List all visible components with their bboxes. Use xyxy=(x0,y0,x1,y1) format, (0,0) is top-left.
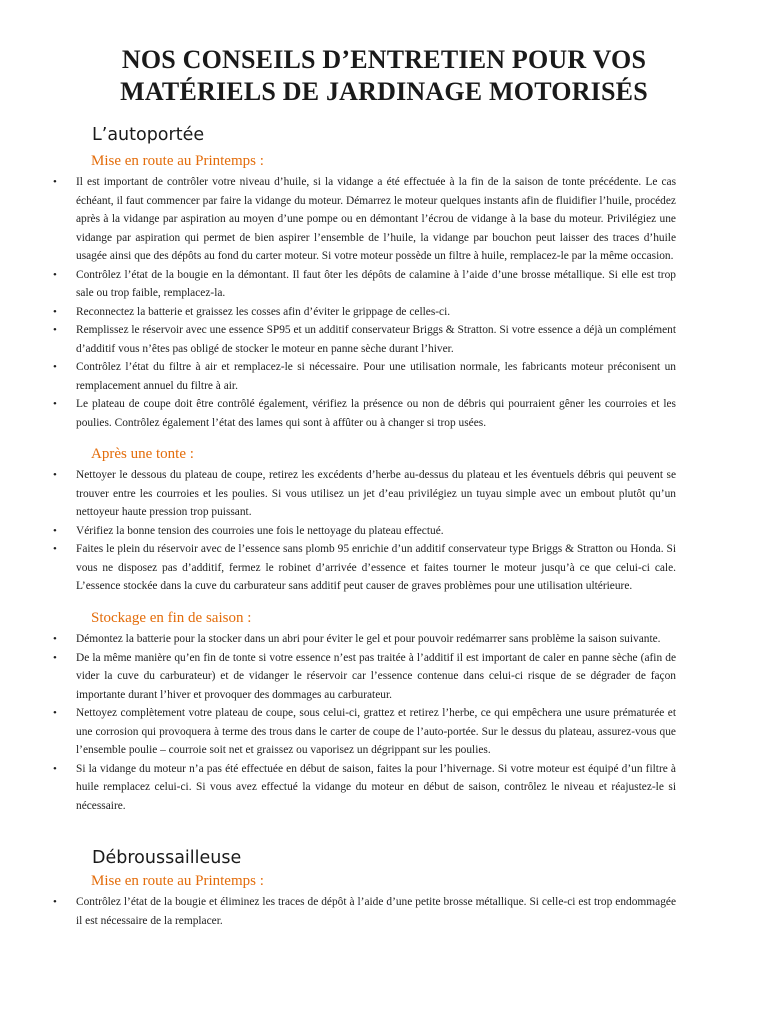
subheading-apres-tonte: Après une tonte : xyxy=(91,446,194,462)
list-stockage xyxy=(0,630,768,815)
list-item: • Contrôlez l’état du filtre à air et remplacez-le si nécessaire. Pour une utilisation normale, les fabricants moteur préconisent un remplacement annuel du filtre à air. xyxy=(0,358,768,395)
list-item: • Contrôlez l’état de la bougie en la démontant. Il faut ôter les dépôts de calamine à l’aide d’une brosse métallique. Si elle est trop sale ou trop faible, remplacez-la. xyxy=(0,266,768,303)
title-line-1: NOS CONSEILS D’ENTRETIEN POUR VOS xyxy=(121,45,647,74)
list-item: • Reconnectez la batterie et graissez les cosses afin d’éviter le grippage de celles-ci. xyxy=(0,303,768,322)
list-mise-en-route-2 xyxy=(0,893,768,930)
list-item: • De la même manière qu’en fin de tonte si votre essence n’est pas traitée à l’additif il est important de caler en panne sèche (afin de vider la cuve du carburateur) et de vidanger le réservoir car l’essence contenue dans celui-ci risque de se dégrader de façon importante durant l’hiver et provoquer des dommages au carburateur. xyxy=(0,649,768,705)
list-item: • Contrôlez l’état de la bougie et éliminez les traces de dépôt à l’aide d’une petite brosse métallique. Si celle-ci est trop endommagée il est nécessaire de la remplacer. xyxy=(0,893,768,930)
list-item: • Remplissez le réservoir avec une essence SP95 et un additif conservateur Briggs & Stratton. Si votre essence a déjà un complément d’additif vous n’êtes pas obligé de stocker le moteur en panne sèche durant l’hiver. xyxy=(0,321,768,358)
subheading-stockage: Stockage en fin de saison : xyxy=(91,610,252,626)
list-item: • Nettoyez complètement votre plateau de coupe, sous celui-ci, grattez et retirez l’herbe, ce qui empêchera une usure prématurée et une corrosion qui provoquera à terme des trous dans le carter de coupe de l’auto-portée. Sur le dessus du plateau, assurez-vous que l’ensemble poulie – courroie soit net et graissez ou vaporisez un dégrippant sur les poulies. xyxy=(0,704,768,760)
subheading-mise-en-route: Mise en route au Printemps : xyxy=(91,153,264,169)
list-item: • Si la vidange du moteur n’a pas été effectuée en début de saison, faites la pour l’hivernage. Si votre moteur est équipé d’un filtre à huile remplacez celui-ci. Si vous avez effectué la vidange du moteur en début de saison, contrôlez le niveau et réajustez-le si nécessaire. xyxy=(0,760,768,816)
list-item: • Le plateau de coupe doit être contrôlé également, vérifiez la présence ou non de débris qui pourraient gêner les courroies et les poulies. Contrôlez également l’état des lames qui sont à affûter ou à changer si trop usées. xyxy=(0,395,768,432)
list-mise-en-route xyxy=(0,173,768,432)
page-title xyxy=(40,44,728,108)
title-line-2: MATÉRIELS DE JARDINAGE MOTORISÉS xyxy=(120,77,648,106)
list-item: • Faites le plein du réservoir avec de l’essence sans plomb 95 enrichie d’un additif conservateur type Briggs & Stratton ou Honda. Si vous ne disposez pas d’additif, fermez le robinet d’arrivée d’essence et faites tourner le moteur jusqu’à ce que celui-ci cale. L’essence stockée dans la cuve du carburateur sans additif peut causer de graves problèmes pour une utilisation ultérieure. xyxy=(0,540,768,596)
section-heading-autoportee: L’autoportée xyxy=(92,125,205,145)
section-heading-debroussailleuse: Débroussailleuse xyxy=(92,848,242,868)
list-item: • Il est important de contrôler votre niveau d’huile, si la vidange a été effectuée à la fin de la saison de tonte précédente. Le cas échéant, il faut commencer par faire la vidange du moteur. Démarrez le moteur quelques instants afin de fluidifier l’huile, procédez après à la vidange par aspiration au moyen d’une pompe ou en démontant l’écrou de vidange à la base du moteur. Privilégiez une vidange par aspiration qui permet de bien aspirer l’ensemble de l’huile, la vidange par bouchon peut laisser des traces d’huile usagée ainsi que des dépôts au fond du carter moteur. Si votre moteur possède un filtre à huile, remplacez-le par la même occasion. xyxy=(0,173,768,266)
list-item: • Vérifiez la bonne tension des courroies une fois le nettoyage du plateau effectué. xyxy=(0,522,768,541)
subheading-mise-en-route-2: Mise en route au Printemps : xyxy=(91,873,264,889)
list-item: • Nettoyer le dessous du plateau de coupe, retirez les excédents d’herbe au-dessus du plateau et les éventuels débris qui peuvent se trouver entre les courroies et les poulies. Si vous utilisez un jet d’eau privilégiez un tuyau simple avec un embout plutôt qu’un nettoyeur haute pression trop puissant. xyxy=(0,466,768,522)
list-item: • Démontez la batterie pour la stocker dans un abri pour éviter le gel et pour pouvoir redémarrer sans problème la saison suivante. xyxy=(0,630,768,649)
list-apres-tonte xyxy=(0,466,768,596)
